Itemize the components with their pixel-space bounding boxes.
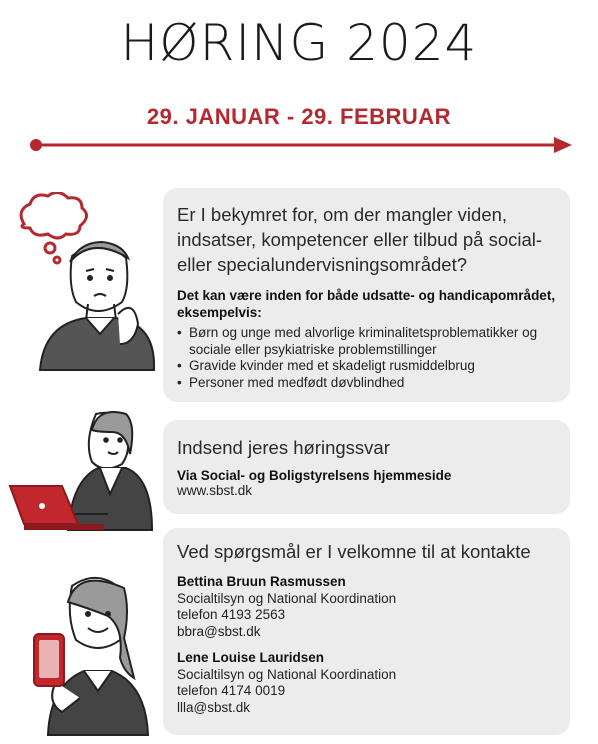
contact-person [177,574,556,640]
submit-card [163,420,570,514]
list-item: • Gravide kvinder med et skadeligt rusmiddelbrug [177,358,556,375]
timeline-arrow-icon [28,135,573,155]
contact-person [177,650,556,716]
contact-phone[interactable]: telefon 4193 2563 [177,607,286,622]
submit-heading: Indsend jeres høringssvar [177,437,390,458]
page-title: HØRING 2024 [120,14,478,72]
contact-phone[interactable]: telefon 4174 0019 [177,683,286,698]
contact-email[interactable]: llla@sbst.dk [177,699,250,715]
date-range: 29. JANUAR - 29. FEBRUAR [146,104,452,129]
contact-org: Socialtilsyn og National Koordination [177,666,397,682]
contact-email[interactable]: bbra@sbst.dk [177,623,261,639]
examples-intro: Det kan være inden for både udsatte- og handicapområdet, eksempelvis: [177,288,556,320]
examples-list [177,325,556,391]
worried-man-icon [10,192,155,372]
contact-org: Socialtilsyn og National Koordination [177,590,397,606]
contact-name: Bettina Bruun Rasmussen [177,574,346,589]
contact-heading: Ved spørgsmål er I velkomne til at kontakte [177,541,531,562]
contact-card [163,528,570,735]
concern-card [163,188,570,402]
woman-phone-icon [28,572,158,737]
submit-via: Via Social- og Boligstyrelsens hjemmeside [177,468,452,483]
concern-question: Er I bekymret for, om der mangler viden, indsatser, kompetencer eller tilbud på social- eller specialundervisningsområdet? [177,204,543,275]
website-link[interactable]: www.sbst.dk [177,483,253,498]
contact-name: Lene Louise Lauridsen [177,650,325,665]
list-item: • Personer med medfødt døvblindhed [177,375,556,392]
list-item: • Børn og unge med alvorlige kriminalitetsproblematikker og sociale eller psykiatriske problemstillinger [177,325,556,358]
woman-laptop-icon [8,402,158,532]
